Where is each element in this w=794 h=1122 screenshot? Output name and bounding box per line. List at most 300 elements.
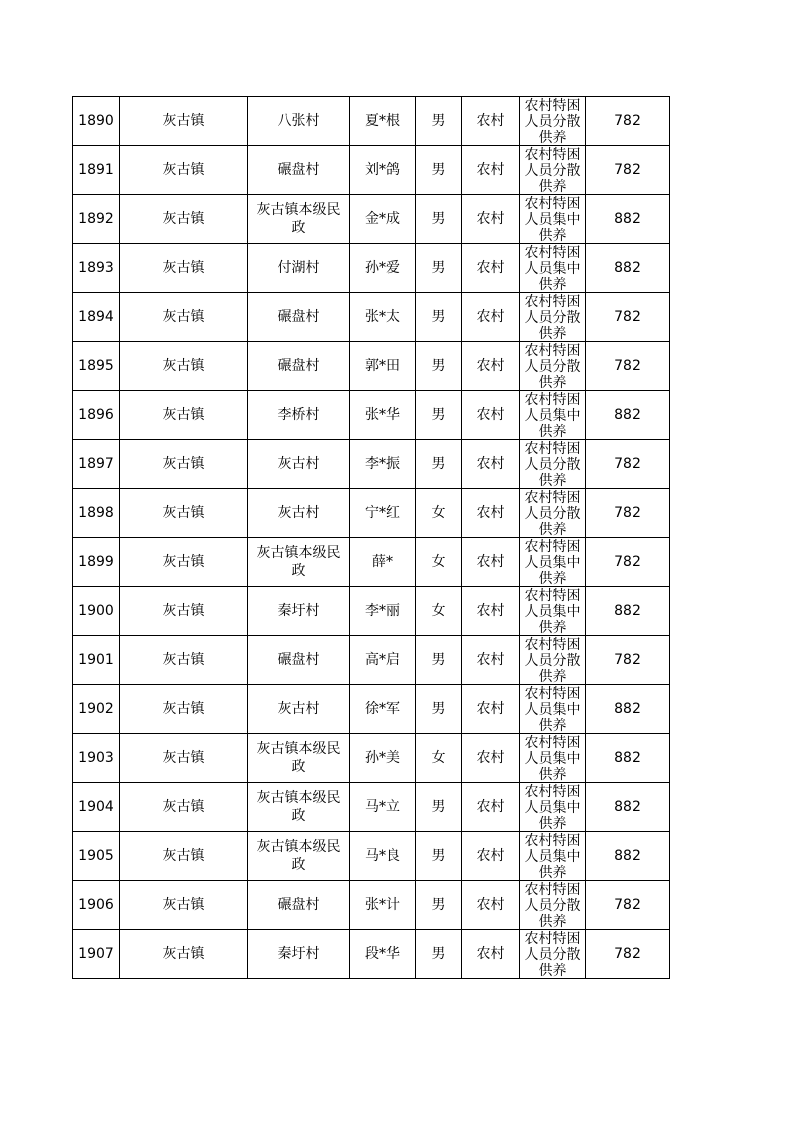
cell-household-type-text: 农村 bbox=[476, 358, 505, 374]
cell-gender-text: 男 bbox=[431, 260, 446, 276]
cell-amount-text: 882 bbox=[614, 799, 641, 815]
cell-town-text: 灰古镇 bbox=[162, 750, 205, 766]
cell-household-type-text: 农村 bbox=[476, 211, 505, 227]
cell-village-text: 碾盘村 bbox=[277, 162, 320, 178]
cell-town bbox=[120, 244, 248, 293]
cell-town-text: 灰古镇 bbox=[162, 554, 205, 570]
cell-serial-number-text: 1907 bbox=[78, 946, 114, 962]
cell-serial-number-text: 1893 bbox=[78, 260, 114, 276]
cell-town-text: 灰古镇 bbox=[162, 309, 205, 325]
cell-serial-number-text: 1903 bbox=[78, 750, 114, 766]
cell-household-type-text: 农村 bbox=[476, 309, 505, 325]
cell-town-text: 灰古镇 bbox=[162, 407, 205, 423]
cell-assistance-type-text: 农村特困人员集中供养 bbox=[524, 245, 581, 292]
cell-town bbox=[120, 538, 248, 587]
table-row bbox=[73, 391, 670, 440]
table-row bbox=[73, 832, 670, 881]
cell-household-type bbox=[462, 293, 520, 342]
cell-village bbox=[248, 538, 350, 587]
cell-serial-number bbox=[73, 832, 120, 881]
table-body bbox=[73, 97, 670, 979]
cell-town-text: 灰古镇 bbox=[162, 897, 205, 913]
cell-household-type-text: 农村 bbox=[476, 554, 505, 570]
cell-amount-text: 782 bbox=[614, 505, 641, 521]
table-row bbox=[73, 881, 670, 930]
cell-assistance-type bbox=[520, 489, 586, 538]
cell-gender-text: 女 bbox=[431, 505, 446, 521]
cell-serial-number-text: 1899 bbox=[78, 554, 114, 570]
cell-amount bbox=[586, 195, 670, 244]
cell-village-text: 灰古镇本级民政 bbox=[256, 790, 341, 824]
cell-person-name-text: 孙*美 bbox=[365, 750, 400, 766]
assistance-table bbox=[72, 96, 670, 979]
cell-village-text: 灰古村 bbox=[277, 701, 320, 717]
table-row bbox=[73, 783, 670, 832]
cell-gender-text: 男 bbox=[431, 309, 446, 325]
cell-person-name bbox=[350, 734, 416, 783]
cell-person-name-text: 夏*根 bbox=[365, 113, 400, 129]
cell-person-name bbox=[350, 930, 416, 979]
cell-village-text: 灰古镇本级民政 bbox=[256, 202, 341, 236]
cell-serial-number-text: 1898 bbox=[78, 505, 114, 521]
cell-amount-text: 782 bbox=[614, 456, 641, 472]
cell-amount-text: 782 bbox=[614, 358, 641, 374]
cell-gender-text: 男 bbox=[431, 407, 446, 423]
cell-town bbox=[120, 146, 248, 195]
cell-household-type-text: 农村 bbox=[476, 946, 505, 962]
cell-town bbox=[120, 734, 248, 783]
cell-assistance-type-text: 农村特困人员分散供养 bbox=[524, 490, 581, 537]
cell-town bbox=[120, 881, 248, 930]
cell-gender bbox=[416, 538, 462, 587]
cell-assistance-type-text: 农村特困人员分散供养 bbox=[524, 637, 581, 684]
cell-person-name-text: 徐*军 bbox=[365, 701, 400, 717]
cell-assistance-type bbox=[520, 734, 586, 783]
cell-serial-number bbox=[73, 293, 120, 342]
cell-village-text: 秦圩村 bbox=[277, 946, 320, 962]
cell-person-name-text: 马*良 bbox=[365, 848, 400, 864]
cell-gender-text: 男 bbox=[431, 113, 446, 129]
cell-town bbox=[120, 293, 248, 342]
cell-amount bbox=[586, 538, 670, 587]
table-row bbox=[73, 734, 670, 783]
cell-gender bbox=[416, 734, 462, 783]
cell-household-type-text: 农村 bbox=[476, 456, 505, 472]
cell-person-name bbox=[350, 538, 416, 587]
cell-serial-number-text: 1895 bbox=[78, 358, 114, 374]
cell-town bbox=[120, 195, 248, 244]
cell-household-type-text: 农村 bbox=[476, 407, 505, 423]
cell-amount-text: 782 bbox=[614, 897, 641, 913]
table-row bbox=[73, 244, 670, 293]
cell-gender bbox=[416, 97, 462, 146]
cell-town-text: 灰古镇 bbox=[162, 946, 205, 962]
cell-household-type-text: 农村 bbox=[476, 652, 505, 668]
cell-amount bbox=[586, 489, 670, 538]
cell-household-type bbox=[462, 685, 520, 734]
cell-town-text: 灰古镇 bbox=[162, 456, 205, 472]
cell-town bbox=[120, 685, 248, 734]
cell-village bbox=[248, 244, 350, 293]
cell-gender-text: 女 bbox=[431, 750, 446, 766]
table-row bbox=[73, 538, 670, 587]
cell-amount bbox=[586, 440, 670, 489]
cell-household-type-text: 农村 bbox=[476, 260, 505, 276]
cell-village-text: 八张村 bbox=[277, 113, 320, 129]
cell-person-name-text: 刘*鸽 bbox=[365, 162, 400, 178]
cell-assistance-type bbox=[520, 293, 586, 342]
cell-person-name-text: 金*成 bbox=[365, 211, 400, 227]
cell-amount bbox=[586, 881, 670, 930]
cell-household-type bbox=[462, 440, 520, 489]
cell-serial-number-text: 1891 bbox=[78, 162, 114, 178]
cell-amount bbox=[586, 342, 670, 391]
cell-serial-number-text: 1905 bbox=[78, 848, 114, 864]
cell-person-name-text: 段*华 bbox=[365, 946, 400, 962]
cell-serial-number-text: 1896 bbox=[78, 407, 114, 423]
cell-serial-number bbox=[73, 930, 120, 979]
table-row bbox=[73, 636, 670, 685]
cell-household-type-text: 农村 bbox=[476, 897, 505, 913]
table-row bbox=[73, 587, 670, 636]
cell-gender-text: 男 bbox=[431, 162, 446, 178]
cell-household-type bbox=[462, 97, 520, 146]
cell-assistance-type bbox=[520, 391, 586, 440]
cell-amount-text: 882 bbox=[614, 848, 641, 864]
cell-gender-text: 男 bbox=[431, 701, 446, 717]
cell-assistance-type-text: 农村特困人员分散供养 bbox=[524, 147, 581, 194]
cell-assistance-type-text: 农村特困人员分散供养 bbox=[524, 931, 581, 978]
cell-household-type bbox=[462, 783, 520, 832]
cell-serial-number bbox=[73, 636, 120, 685]
cell-assistance-type bbox=[520, 832, 586, 881]
cell-person-name bbox=[350, 342, 416, 391]
cell-town-text: 灰古镇 bbox=[162, 260, 205, 276]
cell-serial-number bbox=[73, 391, 120, 440]
cell-assistance-type-text: 农村特困人员分散供养 bbox=[524, 294, 581, 341]
cell-amount-text: 782 bbox=[614, 652, 641, 668]
cell-gender bbox=[416, 930, 462, 979]
cell-person-name bbox=[350, 391, 416, 440]
cell-person-name-text: 薛* bbox=[372, 554, 393, 570]
cell-village-text: 灰古镇本级民政 bbox=[256, 545, 341, 579]
cell-person-name bbox=[350, 440, 416, 489]
cell-serial-number bbox=[73, 783, 120, 832]
cell-household-type-text: 农村 bbox=[476, 113, 505, 129]
cell-assistance-type-text: 农村特困人员集中供养 bbox=[524, 539, 581, 586]
cell-town-text: 灰古镇 bbox=[162, 701, 205, 717]
cell-gender bbox=[416, 489, 462, 538]
cell-person-name-text: 马*立 bbox=[365, 799, 400, 815]
cell-town-text: 灰古镇 bbox=[162, 603, 205, 619]
cell-amount-text: 782 bbox=[614, 162, 641, 178]
cell-person-name bbox=[350, 146, 416, 195]
cell-assistance-type bbox=[520, 587, 586, 636]
cell-assistance-type bbox=[520, 783, 586, 832]
cell-gender bbox=[416, 685, 462, 734]
cell-amount bbox=[586, 783, 670, 832]
cell-serial-number bbox=[73, 685, 120, 734]
cell-serial-number bbox=[73, 538, 120, 587]
cell-assistance-type-text: 农村特困人员集中供养 bbox=[524, 686, 581, 733]
cell-person-name bbox=[350, 195, 416, 244]
cell-assistance-type bbox=[520, 636, 586, 685]
cell-amount bbox=[586, 734, 670, 783]
cell-town bbox=[120, 97, 248, 146]
cell-person-name-text: 李*振 bbox=[365, 456, 400, 472]
cell-town bbox=[120, 342, 248, 391]
cell-gender-text: 男 bbox=[431, 652, 446, 668]
cell-gender bbox=[416, 636, 462, 685]
cell-assistance-type-text: 农村特困人员分散供养 bbox=[524, 98, 581, 145]
cell-serial-number-text: 1901 bbox=[78, 652, 114, 668]
cell-village-text: 灰古村 bbox=[277, 505, 320, 521]
cell-household-type-text: 农村 bbox=[476, 603, 505, 619]
cell-town bbox=[120, 832, 248, 881]
cell-village-text: 李桥村 bbox=[277, 407, 320, 423]
cell-gender-text: 男 bbox=[431, 848, 446, 864]
cell-household-type-text: 农村 bbox=[476, 701, 505, 717]
cell-village-text: 碾盘村 bbox=[277, 652, 320, 668]
cell-person-name bbox=[350, 587, 416, 636]
cell-gender bbox=[416, 293, 462, 342]
cell-assistance-type bbox=[520, 146, 586, 195]
cell-person-name bbox=[350, 97, 416, 146]
cell-person-name-text: 李*丽 bbox=[365, 603, 400, 619]
cell-household-type-text: 农村 bbox=[476, 162, 505, 178]
cell-person-name-text: 张*华 bbox=[365, 407, 400, 423]
cell-household-type bbox=[462, 636, 520, 685]
table-row bbox=[73, 146, 670, 195]
cell-household-type bbox=[462, 489, 520, 538]
cell-serial-number bbox=[73, 734, 120, 783]
cell-gender-text: 女 bbox=[431, 554, 446, 570]
cell-village bbox=[248, 391, 350, 440]
cell-gender bbox=[416, 440, 462, 489]
cell-town-text: 灰古镇 bbox=[162, 113, 205, 129]
cell-assistance-type-text: 农村特困人员分散供养 bbox=[524, 343, 581, 390]
cell-town bbox=[120, 783, 248, 832]
cell-gender bbox=[416, 587, 462, 636]
cell-household-type bbox=[462, 244, 520, 293]
cell-village-text: 碾盘村 bbox=[277, 358, 320, 374]
cell-serial-number-text: 1892 bbox=[78, 211, 114, 227]
cell-assistance-type-text: 农村特困人员分散供养 bbox=[524, 441, 581, 488]
cell-amount-text: 882 bbox=[614, 701, 641, 717]
cell-village bbox=[248, 783, 350, 832]
cell-serial-number-text: 1890 bbox=[78, 113, 114, 129]
cell-household-type bbox=[462, 930, 520, 979]
cell-village-text: 秦圩村 bbox=[277, 603, 320, 619]
cell-gender-text: 女 bbox=[431, 603, 446, 619]
cell-amount-text: 882 bbox=[614, 211, 641, 227]
cell-household-type bbox=[462, 832, 520, 881]
cell-gender-text: 男 bbox=[431, 358, 446, 374]
cell-person-name bbox=[350, 636, 416, 685]
cell-village bbox=[248, 97, 350, 146]
table-row bbox=[73, 195, 670, 244]
cell-village bbox=[248, 881, 350, 930]
table-row bbox=[73, 293, 670, 342]
cell-person-name bbox=[350, 244, 416, 293]
cell-town-text: 灰古镇 bbox=[162, 358, 205, 374]
cell-village-text: 灰古镇本级民政 bbox=[256, 839, 341, 873]
cell-town-text: 灰古镇 bbox=[162, 848, 205, 864]
cell-household-type bbox=[462, 538, 520, 587]
cell-amount-text: 782 bbox=[614, 946, 641, 962]
cell-assistance-type bbox=[520, 440, 586, 489]
cell-village bbox=[248, 293, 350, 342]
cell-serial-number-text: 1897 bbox=[78, 456, 114, 472]
cell-serial-number bbox=[73, 195, 120, 244]
cell-town-text: 灰古镇 bbox=[162, 211, 205, 227]
cell-village bbox=[248, 734, 350, 783]
cell-town bbox=[120, 391, 248, 440]
cell-assistance-type bbox=[520, 881, 586, 930]
cell-serial-number-text: 1904 bbox=[78, 799, 114, 815]
cell-village bbox=[248, 636, 350, 685]
cell-person-name bbox=[350, 783, 416, 832]
cell-assistance-type-text: 农村特困人员分散供养 bbox=[524, 882, 581, 929]
cell-amount-text: 782 bbox=[614, 554, 641, 570]
cell-village bbox=[248, 146, 350, 195]
cell-serial-number bbox=[73, 244, 120, 293]
cell-amount bbox=[586, 685, 670, 734]
cell-person-name bbox=[350, 489, 416, 538]
cell-town-text: 灰古镇 bbox=[162, 162, 205, 178]
cell-serial-number-text: 1902 bbox=[78, 701, 114, 717]
cell-assistance-type bbox=[520, 244, 586, 293]
cell-gender bbox=[416, 832, 462, 881]
cell-assistance-type bbox=[520, 342, 586, 391]
cell-gender-text: 男 bbox=[431, 897, 446, 913]
cell-amount bbox=[586, 97, 670, 146]
cell-household-type-text: 农村 bbox=[476, 505, 505, 521]
cell-gender bbox=[416, 146, 462, 195]
cell-person-name-text: 孙*爱 bbox=[365, 260, 400, 276]
cell-gender bbox=[416, 195, 462, 244]
cell-person-name-text: 高*启 bbox=[365, 652, 400, 668]
cell-village bbox=[248, 342, 350, 391]
cell-household-type bbox=[462, 881, 520, 930]
cell-serial-number-text: 1894 bbox=[78, 309, 114, 325]
cell-town-text: 灰古镇 bbox=[162, 799, 205, 815]
cell-household-type bbox=[462, 342, 520, 391]
cell-amount bbox=[586, 244, 670, 293]
cell-serial-number bbox=[73, 881, 120, 930]
cell-person-name bbox=[350, 832, 416, 881]
cell-household-type bbox=[462, 146, 520, 195]
cell-assistance-type-text: 农村特困人员集中供养 bbox=[524, 588, 581, 635]
cell-village bbox=[248, 440, 350, 489]
cell-assistance-type-text: 农村特困人员集中供养 bbox=[524, 735, 581, 782]
table-row bbox=[73, 685, 670, 734]
cell-village-text: 灰古镇本级民政 bbox=[256, 741, 341, 775]
cell-gender-text: 男 bbox=[431, 211, 446, 227]
cell-village bbox=[248, 685, 350, 734]
cell-serial-number bbox=[73, 440, 120, 489]
cell-village bbox=[248, 930, 350, 979]
cell-amount-text: 782 bbox=[614, 309, 641, 325]
cell-serial-number-text: 1906 bbox=[78, 897, 114, 913]
cell-amount bbox=[586, 636, 670, 685]
cell-serial-number bbox=[73, 587, 120, 636]
cell-town bbox=[120, 930, 248, 979]
cell-town bbox=[120, 636, 248, 685]
table-row bbox=[73, 342, 670, 391]
cell-village bbox=[248, 587, 350, 636]
cell-assistance-type-text: 农村特困人员集中供养 bbox=[524, 196, 581, 243]
cell-amount bbox=[586, 832, 670, 881]
table-row bbox=[73, 440, 670, 489]
cell-amount bbox=[586, 146, 670, 195]
cell-amount bbox=[586, 587, 670, 636]
cell-serial-number bbox=[73, 146, 120, 195]
cell-town-text: 灰古镇 bbox=[162, 652, 205, 668]
cell-village-text: 灰古村 bbox=[277, 456, 320, 472]
cell-village-text: 碾盘村 bbox=[277, 309, 320, 325]
table-row bbox=[73, 97, 670, 146]
cell-assistance-type bbox=[520, 538, 586, 587]
cell-amount-text: 882 bbox=[614, 750, 641, 766]
cell-gender-text: 男 bbox=[431, 946, 446, 962]
cell-person-name bbox=[350, 293, 416, 342]
cell-assistance-type bbox=[520, 195, 586, 244]
cell-gender bbox=[416, 342, 462, 391]
cell-gender-text: 男 bbox=[431, 456, 446, 472]
cell-town bbox=[120, 489, 248, 538]
cell-household-type bbox=[462, 195, 520, 244]
cell-town bbox=[120, 587, 248, 636]
cell-gender bbox=[416, 783, 462, 832]
cell-gender-text: 男 bbox=[431, 799, 446, 815]
cell-household-type-text: 农村 bbox=[476, 848, 505, 864]
cell-village-text: 付湖村 bbox=[277, 260, 320, 276]
cell-serial-number-text: 1900 bbox=[78, 603, 114, 619]
cell-serial-number bbox=[73, 489, 120, 538]
cell-amount-text: 782 bbox=[614, 113, 641, 129]
cell-town bbox=[120, 440, 248, 489]
cell-household-type-text: 农村 bbox=[476, 750, 505, 766]
cell-serial-number bbox=[73, 97, 120, 146]
cell-assistance-type-text: 农村特困人员集中供养 bbox=[524, 784, 581, 831]
cell-person-name-text: 张*太 bbox=[365, 309, 400, 325]
cell-person-name-text: 张*计 bbox=[365, 897, 400, 913]
cell-gender bbox=[416, 881, 462, 930]
cell-assistance-type bbox=[520, 685, 586, 734]
cell-amount bbox=[586, 293, 670, 342]
cell-village bbox=[248, 195, 350, 244]
cell-assistance-type bbox=[520, 930, 586, 979]
cell-village-text: 碾盘村 bbox=[277, 897, 320, 913]
cell-person-name-text: 宁*红 bbox=[365, 505, 400, 521]
cell-gender bbox=[416, 391, 462, 440]
cell-household-type bbox=[462, 734, 520, 783]
cell-person-name-text: 郭*田 bbox=[365, 358, 400, 374]
cell-person-name bbox=[350, 685, 416, 734]
cell-amount-text: 882 bbox=[614, 603, 641, 619]
cell-town-text: 灰古镇 bbox=[162, 505, 205, 521]
cell-household-type bbox=[462, 587, 520, 636]
cell-village bbox=[248, 489, 350, 538]
cell-village bbox=[248, 832, 350, 881]
cell-assistance-type-text: 农村特困人员集中供养 bbox=[524, 392, 581, 439]
cell-gender bbox=[416, 244, 462, 293]
cell-amount bbox=[586, 930, 670, 979]
cell-household-type-text: 农村 bbox=[476, 799, 505, 815]
cell-serial-number bbox=[73, 342, 120, 391]
table-row bbox=[73, 930, 670, 979]
